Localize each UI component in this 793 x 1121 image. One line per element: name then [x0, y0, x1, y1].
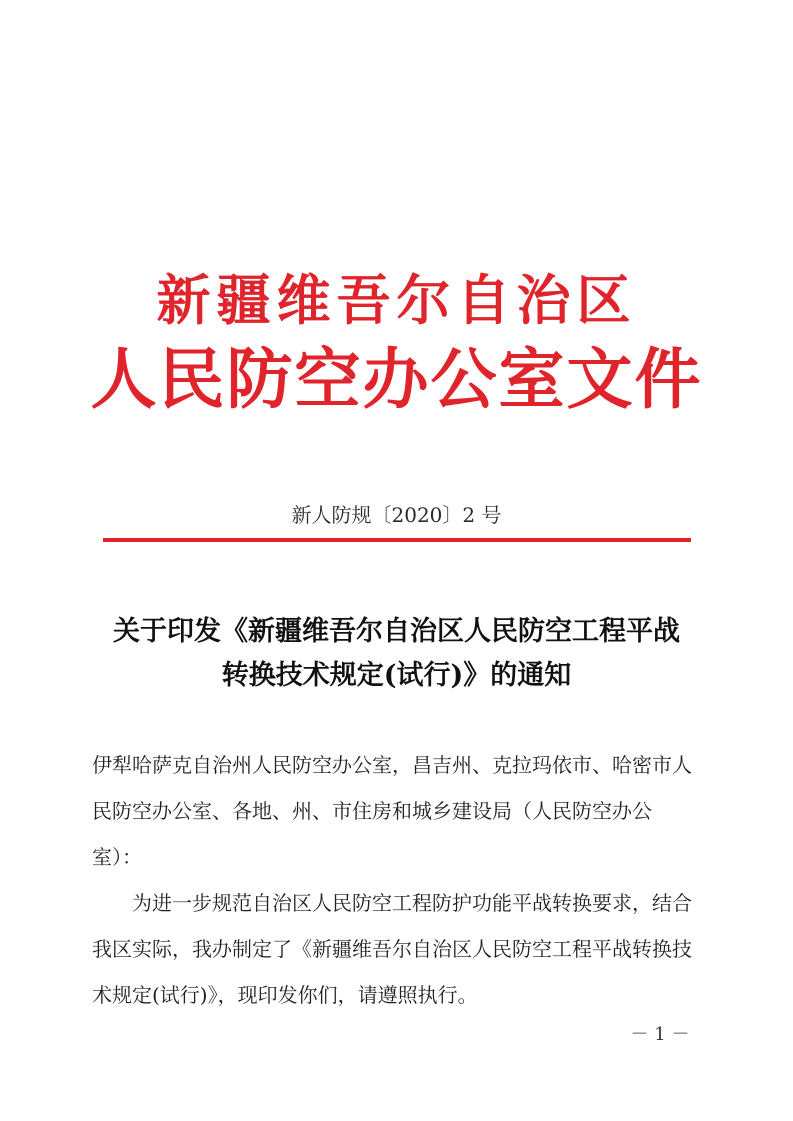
red-separator-rule: [103, 538, 691, 542]
document-title-line2: 转换技术规定(试行)》的通知: [221, 660, 572, 691]
issuer-name-line1: 新疆维吾尔自治区: [156, 268, 637, 332]
body-paragraph: 为进一步规范自治区人民防空工程防护功能平战转换要求，结合我区实际，我办制定了《新疆维吾尔自治区人民防空工程平战转换技术规定(试行)》，现印发你们，请遵照执行。: [92, 891, 692, 1007]
document-title-line1: 关于印发《新疆维吾尔自治区人民防空工程平战: [113, 616, 680, 647]
document-number: 新人防规〔2020〕2 号: [291, 503, 502, 527]
page-number: － 1 －: [630, 1024, 690, 1045]
addressee-paragraph: 伊犁哈萨克自治州人民防空办公室，昌吉州、克拉玛依市、哈密市人民防空办公室、各地、州、市住房和城乡建设局（人民防空办公室）：: [92, 753, 692, 869]
issuer-name-line2: 人民防空办公室文件: [90, 340, 703, 418]
